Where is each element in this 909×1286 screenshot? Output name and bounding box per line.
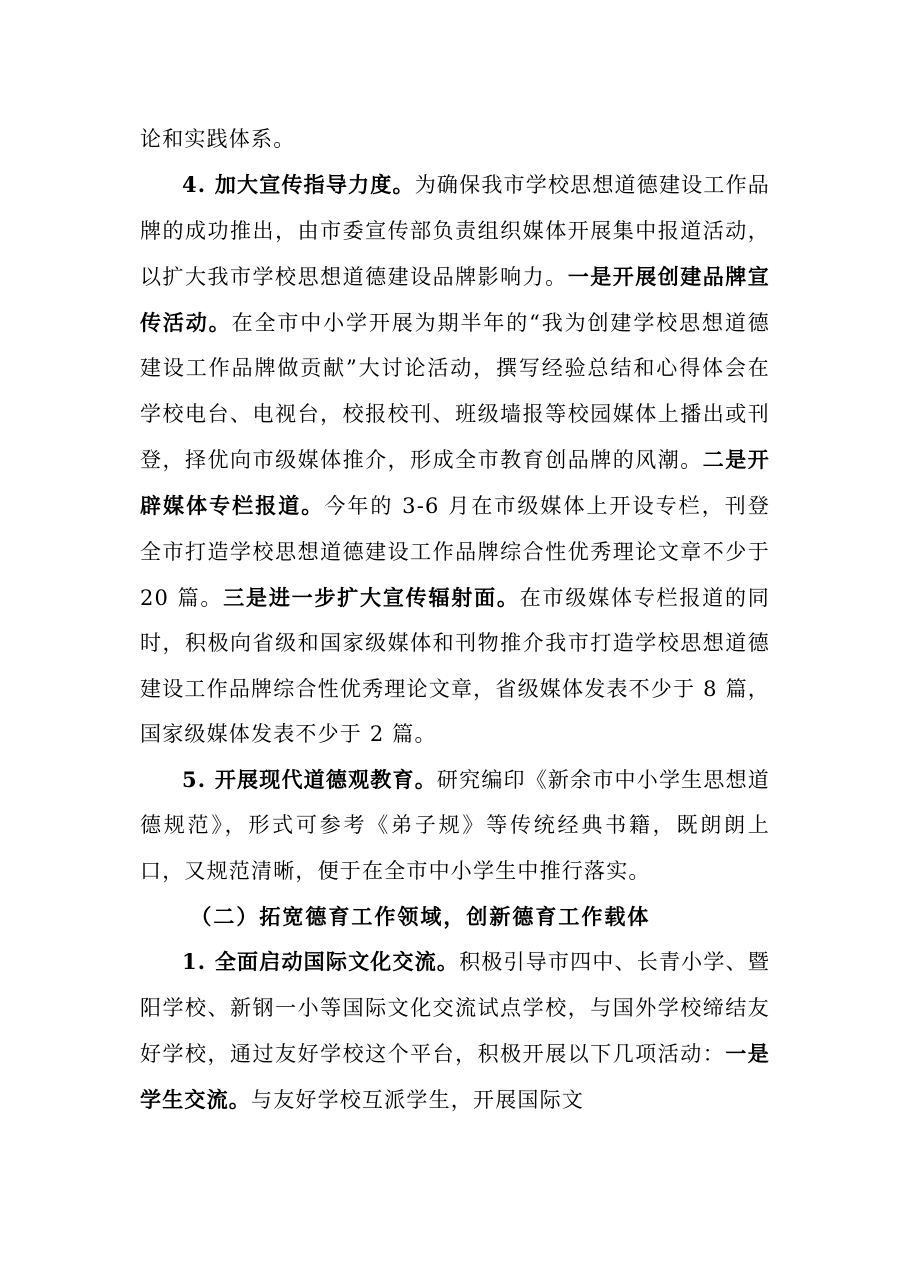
text-run: 今年的 3-6 月在市级媒体上开设专栏，刊登全市打造学校思想道德建设工作品牌综合性优秀理论文章不少于 20 篇。 — [140, 494, 770, 610]
section-heading-inline: 4. 加大宣传指导力度。 — [182, 172, 415, 198]
point-heading-inline: 一是学生交流。 — [140, 1040, 770, 1113]
section-heading-inline: 5. 开展现代道德观教育。 — [182, 767, 437, 793]
text-run: 研究编印《新余市中小学生思想道德规范》，形式可参考《弟子规》等传统经典书籍，既朗朗上口，又规范清晰，便于在全市中小学生中推行落实。 — [140, 768, 770, 883]
point-heading-inline: 三是进一步扩大宣传辐射面。 — [223, 584, 520, 610]
point-heading-inline: 二是开辟媒体专栏报道。 — [140, 447, 771, 519]
text-run: 在全市中小学开展为期半年的“我为创建学校思想道德建设工作品牌做贡献”大讨论活动，撰写经验总结和心得体会在学校电台、电视台，校报校刊、班级墙报等校园媒体上播出或刊登，择优向市级媒体推介，形成全市教育创品牌的风潮。 — [140, 311, 770, 473]
paragraph-cultural-exchange — [140, 939, 770, 1123]
text-run: 为确保我市学校思想道德建设工作品牌的成功推出，由市委宣传部负责组织媒体开展集中报道活动，以扩大我市学校思想道德建设品牌影响力。 — [140, 173, 770, 289]
paragraph-continuation — [140, 117, 770, 162]
section-heading-inline: 1. 全面启动国际文化交流。 — [182, 949, 460, 975]
point-heading-inline: 一是开展创建品牌宣传活动。 — [140, 263, 770, 336]
text-run: 论和实践体系。 — [140, 127, 296, 151]
document-body — [140, 117, 770, 1124]
section-heading-text: （二）拓宽德育工作领域，创新德育工作载体 — [190, 904, 651, 930]
paragraph-moral-education — [140, 757, 770, 894]
paragraph-publicity-guidance — [140, 162, 770, 757]
text-run: 与友好学校互派学生，开展国际文 — [251, 1088, 584, 1113]
text-run: 在市级媒体专栏报道的同时，积极向省级和国家级媒体和刊物推介我市打造学校思想道德建设工作品牌综合性优秀理论文章，省级媒体发表不少于 8 篇，国家级媒体发表不少于 2 篇。 — [140, 585, 770, 746]
text-run: 积极引导市四中、长青小学、暨阳学校、新钢一小等国际文化交流试点学校，与国外学校缔结友好学校，通过友好学校这个平台，积极开展以下几项活动： — [140, 950, 770, 1066]
section-heading — [140, 894, 770, 939]
